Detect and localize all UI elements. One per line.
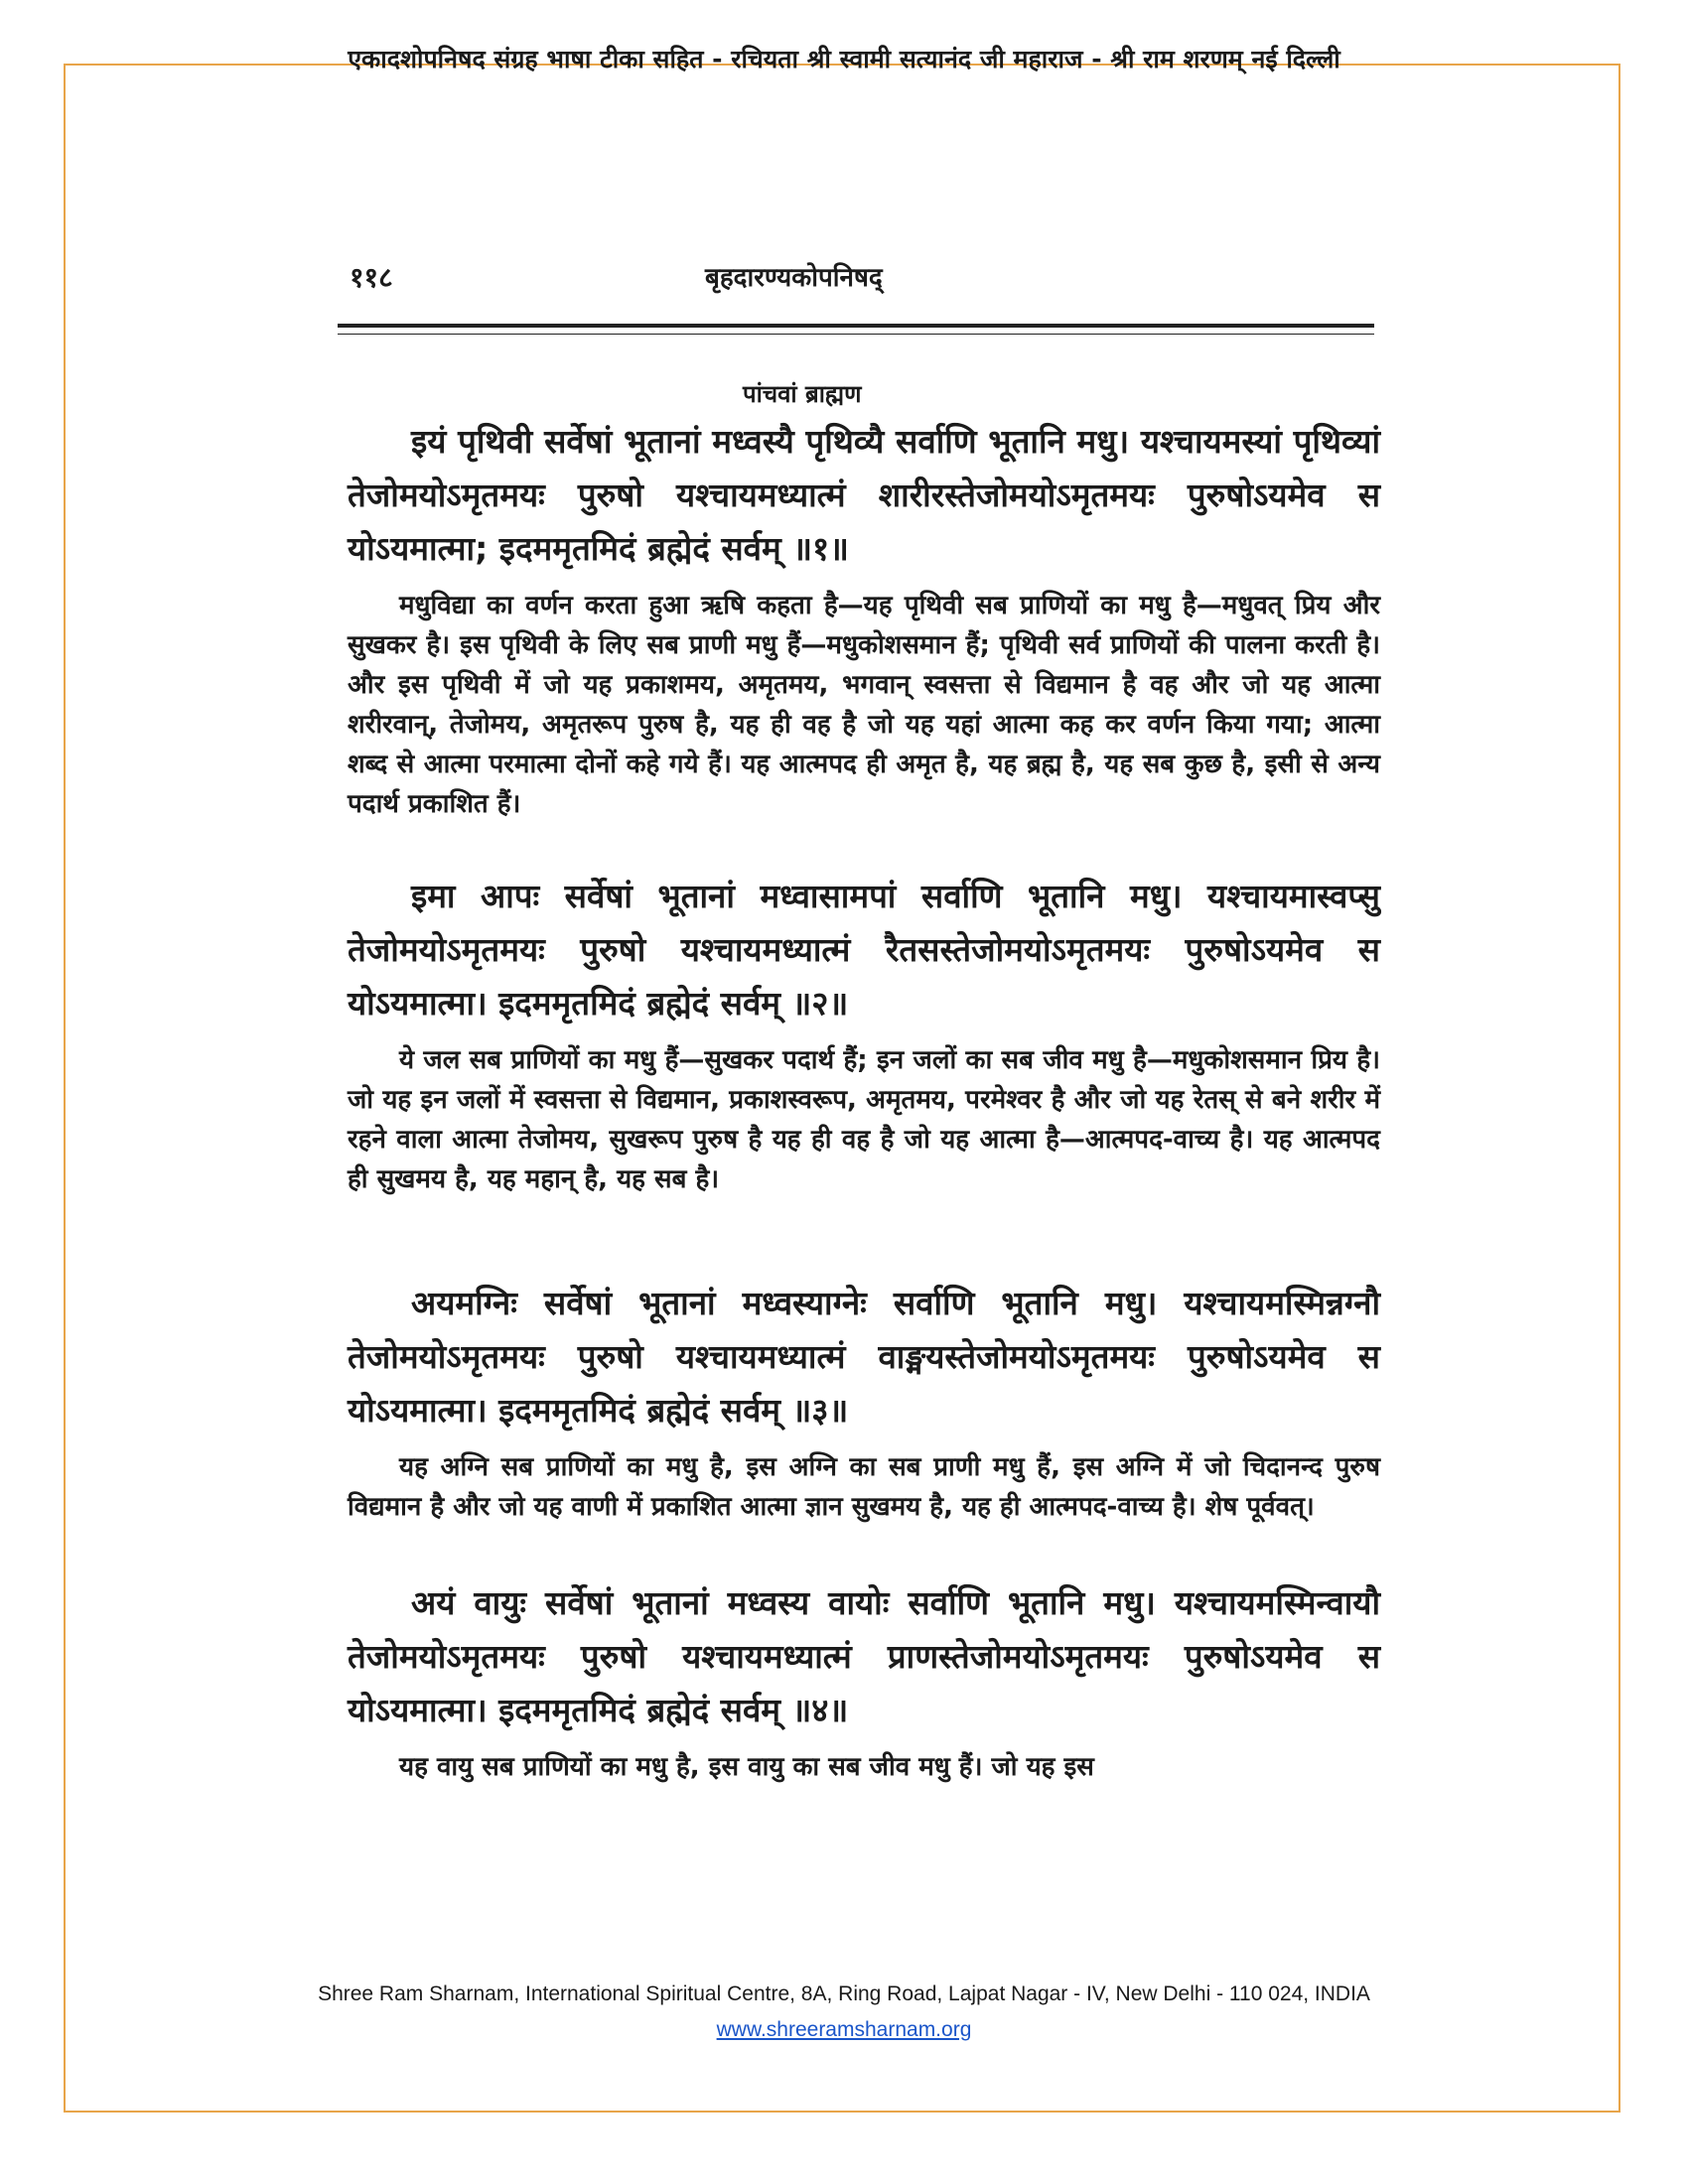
website-link[interactable]: www.shreeramsharnam.org xyxy=(716,2018,972,2041)
scanned-book-page xyxy=(238,147,1390,1815)
commentary-3: यह अग्नि सब प्राणियों का मधु है, इस अग्नि का सब प्राणी मधु हैं, इस अग्नि में जो चिदानन्द पुरुष विद्यमान है और जो यह वाणी में प्रकाशित आत्मा ज्ञान सुखमय है, यह ही आत्मपद-वाच्य है। शेष पूर्ववत्। xyxy=(348,1452,1380,1522)
commentary-1: मधुविद्या का वर्णन करता हुआ ऋषि कहता है—यह पृथिवी सब प्राणियों का मधु है—मधुवत् प्रिय और सुखकर है। इस पृथिवी के लिए सब प्राणी मधु हैं—मधुकोशसमान हैं; पृथिवी सर्व प्राणियों की पालना करती है। और इस पृथिवी में जो यह प्रकाशमय, अमृतमय, भगवान् स्वसत्ता से विद्यमान है वह और जो यह आत्मा शरीरवान्, तेजोमय, अमृतरूप पुरुष है, यह ही वह है जो यह यहां आत्मा कह कर वर्णन किया गया; आत्मा शब्द से आत्मा परमात्मा दोनों कहे गये हैं। यह आत्मपद ही अमृत है, यह ब्रह्म है, यह सब कुछ है, इसी से अन्य पदार्थ प्रकाशित हैं। xyxy=(348,591,1380,819)
header-rule-thick xyxy=(338,324,1374,328)
commentary-2: ये जल सब प्राणियों का मधु हैं—सुखकर पदार्थ हैं; इन जलों का सब जीव मधु है—मधुकोशसमान प्रिय है। जो यह इन जलों में स्वसत्ता से विद्यमान, प्रकाशस्वरूप, अमृतमय, परमेश्वर है और जो यह रेतस् से बने शरीर में रहने वाला आत्मा तेजोमय, सुखरूप पुरुष है यह ही वह है जो यह आत्मा है—आत्मपद-वाच्य है। यह आत्मपद ही सुखमय है, यह महान् है, यह सब है। xyxy=(348,1045,1380,1194)
mantra-2: इमा आपः सर्वेषां भूतानां मध्वासामपां सर्वाणि भूतानि मधु। यश्चायमास्वप्सु तेजोमयोऽमृतमयः पुरुषो यश्चायमध्यात्मं रैतसस्तेजोमयोऽमृतमयः पुरुषोऽयमेव स योऽयमात्मा। इदममृतमिदं ब्रह्मेदं सर्वम् ॥२॥ xyxy=(348,877,1380,1023)
mantra-4: अयं वायुः सर्वेषां भूतानां मध्वस्य वायोः सर्वाणि भूतानि मधु। यश्चायमस्मिन्वायौ तेजोमयोऽमृतमयः पुरुषो यश्चायमध्यात्मं प्राणस्तेजोमयोऽमृतमयः पुरुषोऽयमेव स योऽयमात्मा। इदममृतमिदं ब्रह्मेदं सर्वम् ॥४॥ xyxy=(348,1583,1380,1729)
section-title: पांचवां ब्राह्मण xyxy=(743,380,862,408)
mantra-3: अयमग्निः सर्वेषां भूतानां मध्वस्याग्नेः सर्वाणि भूतानि मधु। यश्चायमस्मिन्नग्नौ तेजोमयोऽमृतमयः पुरुषो यश्चायमध्यात्मं वाङ्मयस्तेजोमयोऽमृतमयः पुरुषोऽयमेव स योऽयमात्मा। इदममृतमिदं ब्रह्मेदं सर्वम् ॥३॥ xyxy=(348,1284,1380,1430)
page-number: ११८ xyxy=(350,261,393,294)
page-header-title: एकादशोपनिषद संग्रह भाषा टीका सहित - रचियता श्री स्वामी सत्यानंद जी महाराज - श्री राम शरणम् नई दिल्ली xyxy=(348,45,1340,73)
mantra-1: इयं पृथिवी सर्वेषां भूतानां मध्वस्यै पृथिव्यै सर्वाणि भूतानि मधु। यश्चायमस्यां पृथिव्यां तेजोमयोऽमृतमयः पुरुषो यश्चायमध्यात्मं शारीरस्तेजोमयोऽमृतमयः पुरुषोऽयमेव स योऽयमात्मा; इदममृतमिदं ब्रह्मेदं सर्वम् ॥१॥ xyxy=(348,422,1380,568)
footer-website xyxy=(0,2018,1688,2042)
running-head: बृहदारण्यकोपनिषद् xyxy=(705,263,883,293)
footer-address: Shree Ram Sharnam, International Spiritual Centre, 8A, Ring Road, Lajpat Nagar - IV, New Delhi - 110 024, INDIA xyxy=(318,1982,1370,2005)
header-rule-thin xyxy=(338,334,1374,335)
commentary-4-start: यह वायु सब प्राणियों का मधु है, इस वायु का सब जीव मधु हैं। जो यह इस xyxy=(399,1752,1094,1782)
